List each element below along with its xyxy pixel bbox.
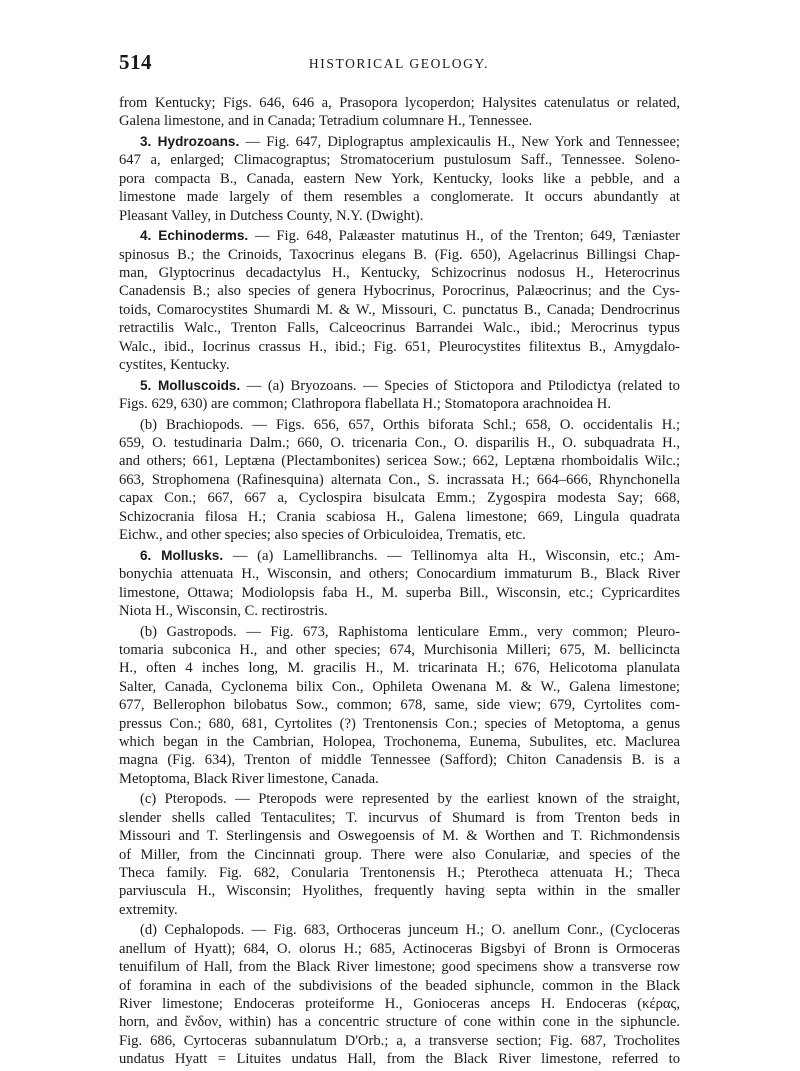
page-body bbox=[119, 94, 680, 1071]
text-line: limestone made largely of them resembles a conglomerate. It occurs abundantly at bbox=[119, 189, 680, 206]
section-heading: 6. Mollusks. bbox=[140, 547, 224, 563]
text-line: from Kentucky; Figs. 646, 646 a, Prasopora lycoperdon; Halysites catenulatus or related, bbox=[119, 95, 680, 111]
text-line: Niota H., Wisconsin, C. rectirostris. bbox=[119, 602, 328, 619]
text-line: Theca family. Fig. 682, Conularia Trentonensis H.; Pterotheca attenuata H.; Theca bbox=[119, 864, 680, 881]
text-line: Schizocrania filosa H.; Crania scabiosa H., Galena limestone; 669, Lingula quadrata bbox=[119, 508, 680, 525]
text-line: man, Glyptocrinus decadactylus H., Kentucky, Schizocrinus nodosus H., Heterocrinus bbox=[119, 265, 680, 282]
text-line: Canadensis B.; also species of genera Hybocrinus, Porocrinus, Palæocrinus; and the Cys- bbox=[119, 283, 680, 300]
text-line: slender shells called Tentaculites; T. incurvus of Shumard is from Trenton beds in bbox=[119, 809, 680, 826]
text-line: anellum of Hyatt); 684, O. olorus H.; 685, Actinoceras Bigsbyi of Bronn is Ormoceras bbox=[119, 940, 680, 957]
text-line: Eichw., and other species; also species of Orbiculoidea, Trematis, etc. bbox=[119, 527, 526, 544]
text-line: magna (Fig. 634), Trenton of middle Tennessee (Safford); Chiton Canadensis B. is a bbox=[119, 752, 680, 769]
text-line: which began in the Cambrian, Holopea, Trochonema, Eunema, Subulites, etc. Maclurea bbox=[119, 733, 680, 750]
text-line: H., often 4 inches long, M. gracilis H., M. tricarinata H.; 676, Helicotoma planulata bbox=[119, 660, 680, 677]
subsection-cephalopods bbox=[119, 921, 680, 1068]
text-line: cystites, Kentucky. bbox=[119, 357, 230, 374]
text-line: retractilis Walc., Trenton Falls, Calceocrinus Barrandei Walc., ibid.; Merocrinus typus bbox=[119, 320, 680, 337]
section-mollusks bbox=[119, 547, 680, 621]
text-line: Figs. 629, 630) are common; Clathropora flabellata H.; Stomatopora arachnoidea H. bbox=[119, 396, 611, 413]
text-line: (c) Pteropods. — Pteropods were represented by the earliest known of the straight, bbox=[140, 791, 680, 808]
text-line: 6. Mollusks. — (a) Lamellibranchs. — Tellinomya alta H., Wisconsin, etc.; Am- bbox=[140, 547, 680, 564]
text-line: 663, Strophomena (Rafinesquina) alternata Con., S. incrassata H.; 664–666, Rhynchonella bbox=[119, 471, 680, 488]
text-line: 3. Hydrozoans. — Fig. 647, Diplograptus amplexicaulis H., New York and Tennessee; bbox=[140, 134, 680, 150]
text-line: River limestone; Endoceras proteiforme H., Gonioceras anceps H. Endoceras (κέρας, bbox=[119, 996, 680, 1012]
text-line: extremity. bbox=[119, 901, 178, 918]
text-line: 659, O. testudinaria Dalm.; 660, O. tricenaria Con., O. disparilis H., O. subquadrata H., bbox=[119, 435, 680, 452]
text-line: Metoptoma, Black River limestone, Canada. bbox=[119, 770, 379, 787]
text-line: undatus Hyatt = Lituites undatus Hall, from the Black River limestone, referred to bbox=[119, 1051, 680, 1068]
text-line: Salter, Canada, Cyclonema bilix Con., Ophileta Owenana M. & W., Galena limestone; bbox=[119, 678, 680, 695]
running-header bbox=[119, 50, 679, 76]
text-line: limestone, Ottawa; Modiolopsis faba H., M. superba Bill., Wisconsin, etc.; Cypricardites bbox=[119, 584, 680, 601]
text-line: Walc., ibid., Iocrinus crassus H., ibid.; Fig. 651, Pleurocystites filitextus B., Amygdalo- bbox=[119, 338, 680, 355]
text-line: of Miller, from the Cincinnati group. There were also Conulariæ, and species of the bbox=[119, 846, 680, 863]
text-line: spinosus B.; the Crinoids, Taxocrinus elegans B. (Fig. 650), Agelacrinus Billingsi Chap- bbox=[119, 246, 680, 263]
section-echinoderms bbox=[119, 227, 680, 374]
text-line: parviuscula H., Wisconsin; Hyolithes, frequently having septa within in the smaller bbox=[119, 883, 680, 900]
text-line: tomaria subconica H., and other species; 674, Murchisonia Milleri; 675, M. bellicincta bbox=[119, 641, 680, 658]
text-line: toids, Comarocystites Shumardi M. & W., Missouri, C. punctatus B., Canada; Dendrocrinus bbox=[119, 301, 680, 318]
text-line: and others; 661, Leptæna (Plectambonites) sericea Sow.; 662, Leptæna rhomboidalis Wilc.; bbox=[119, 453, 680, 470]
section-heading: 3. Hydrozoans. bbox=[140, 134, 240, 149]
page-number: 514 bbox=[119, 50, 152, 74]
text-line: (b) Brachiopods. — Figs. 656, 657, Orthis biforata Schl.; 658, O. occidentalis H.; bbox=[140, 416, 680, 433]
text-line: 4. Echinoderms. — Fig. 648, Palæaster matutinus H., of the Trenton; 649, Tæniaster bbox=[140, 228, 680, 245]
text-line: tenuifilum of Hall, from the Black River limestone; good specimens show a transverse row bbox=[119, 959, 680, 976]
text-line: Fig. 686, Cyrtoceras subannulatum D'Orb.; a, a transverse section; Fig. 687, Trocholites bbox=[119, 1032, 680, 1049]
running-title: HISTORICAL GEOLOGY. bbox=[308, 56, 490, 71]
section-molluscoids bbox=[119, 377, 680, 414]
text-line: horn, and ἔνδον, within) has a concentric structure of cone within cone in the siphuncle. bbox=[119, 1014, 680, 1031]
text-line: 5. Molluscoids. — (a) Bryozoans. — Species of Stictopora and Ptilodictya (related to bbox=[140, 377, 680, 394]
text-line: (d) Cephalopods. — Fig. 683, Orthoceras junceum H.; O. anellum Conr., (Cycloceras bbox=[140, 922, 680, 939]
section-heading: 5. Molluscoids. bbox=[140, 377, 241, 393]
text-line: Pleasant Valley, in Dutchess County, N.Y. (Dwight). bbox=[119, 207, 424, 224]
subsection-brachiopods bbox=[119, 416, 680, 545]
text-line: bonychia attenuata H., Wisconsin, and others; Conocardium immaturum B., Black River bbox=[119, 566, 680, 583]
text-line: pressus Con.; 680, 681, Cyrtolites (?) Trentonensis Con.; species of Metoptoma, a genus bbox=[119, 715, 680, 732]
subsection-pteropods bbox=[119, 790, 680, 919]
section-heading: 4. Echinoderms. bbox=[140, 228, 249, 244]
section-hydrozoans bbox=[119, 133, 680, 225]
paragraph-continuation bbox=[119, 94, 680, 131]
text-line: (b) Gastropods. — Fig. 673, Raphistoma lenticulare Emm., very common; Pleuro- bbox=[140, 623, 680, 640]
text-line: Missouri and T. Sterlingensis and Oswegoensis of M. & Worthen and T. Richmondensis bbox=[119, 828, 680, 845]
text-line: pora compacta B., Canada, eastern New York, Kentucky, looks like a pebble, and a bbox=[119, 170, 680, 187]
text-line: Galena limestone, and in Canada; Tetradium columnare H., Tennessee. bbox=[119, 113, 533, 130]
text-line: 677, Bellerophon bilobatus Sow., common; 678, same, side view; 679, Cyrtolites com- bbox=[119, 697, 680, 714]
text-line: 647 a, enlarged; Climacograptus; Stromatocerium pustulosum Saff., Tennessee. Soleno- bbox=[119, 152, 680, 169]
text-line: of foramina in each of the subdivisions of the beaded siphuncle, common in the Black bbox=[119, 977, 680, 994]
subsection-gastropods bbox=[119, 623, 680, 789]
text-line: capax Con.; 667, 667 a, Cyclospira bisulcata Emm.; Zygospira modesta Say; 668, bbox=[119, 490, 680, 507]
